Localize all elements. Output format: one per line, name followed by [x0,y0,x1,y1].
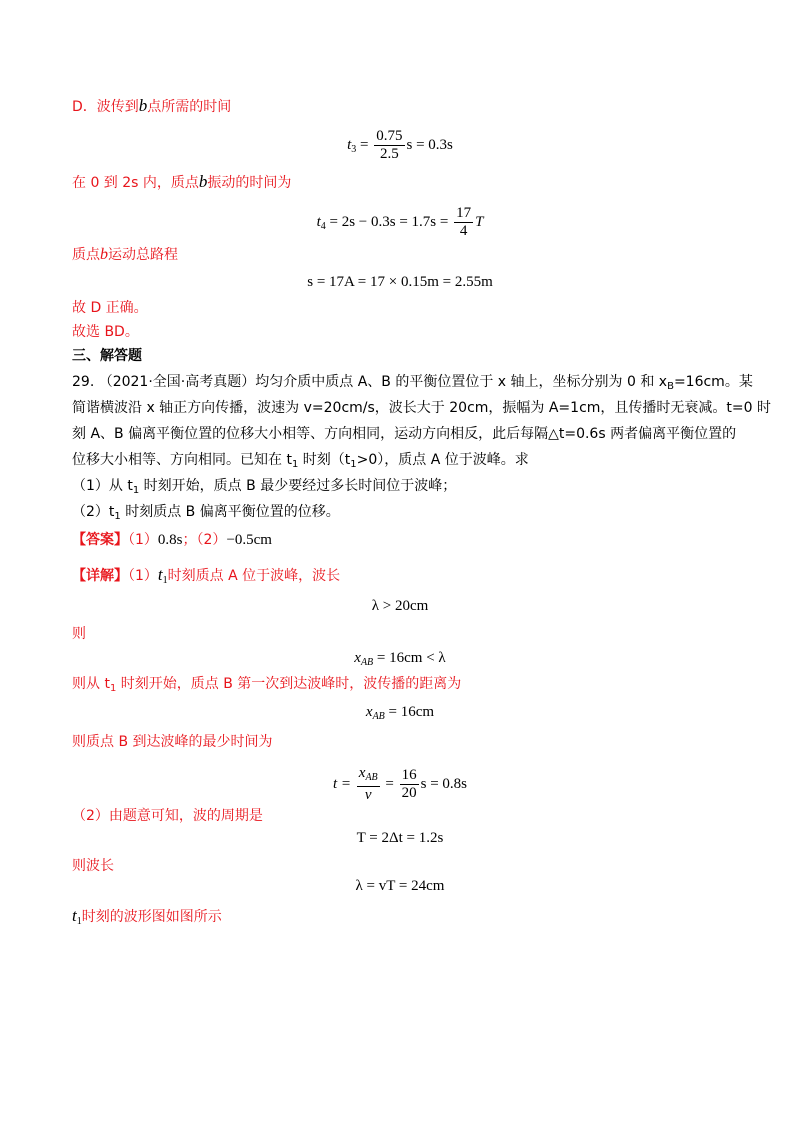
question-line-2: 简谐横波沿 x 轴正方向传播，波速为 v=20cm/s，波长大于 20cm，振幅为 A=1cm，且传播时无衰减。t=0 时 [72,400,771,416]
equation-xab-lt: $x_{AB} = 16cm < \lambda$ [354,650,446,668]
detail-line: 【详解】$(1)t_1$时刻质点 A 位于波峰，波长 [72,565,341,586]
answer-value-2: −0.5cm [226,532,272,548]
section-heading: 三、解答题 [72,348,142,364]
detail-tag: 【详解】 [72,568,128,584]
question-part-2: $(2)t_1$ 时刻质点 B 偏离平衡位置的位移。 [72,504,340,522]
var-b: b [198,172,208,191]
equation-xab: $x_{AB} = 16cm$ [365,704,435,722]
path-line: 质点b运动总路程 [72,246,178,263]
from-t1-line: 则从 $t_1$ 时刻开始，质点 B 第一次到达波峰时，波传播的距离为 [72,676,462,694]
section-d-line [72,96,231,117]
answer-value-1: 0.8s [157,532,183,548]
equation-t: t = $\frac{x_{AB}}{v}$ = $\frac{16}{20}$ s = 0.8s [332,765,468,803]
min-time-line: 则质点 B 到达波峰的最少时间为 [72,734,273,750]
question-line-3: 刻 A、B 偏离平衡位置的位移大小相等、方向相同，运动方向相反，此后每隔△t=0.6s 两者偏离平衡位置的 [72,426,737,442]
select-line: 故选 BD。 [72,324,139,340]
waveform-line: $t_1$时刻的波形图如图所示 [72,906,222,927]
equation-lambda-gt: λ > 20cm [371,598,429,614]
answer-line: 【答案】（1）0.8s；（2）−0.5cm [72,532,272,548]
d-correct-line: 故 D 正确。 [72,300,148,316]
var-b: b [138,96,148,115]
equation-t4: $t_4 = 2s - 0.3s = 1.7s$ = $\frac{17}{4}$ T [316,205,484,239]
question-part-1: （1）从 $t_1$ 时刻开始，质点 B 最少要经过多长时间位于波峰； [72,478,457,496]
section-d-rest: 点所需的时间 [147,99,232,115]
fraction-xab-v: $\frac{x_{AB}}{v}$ [358,765,378,803]
equation-lambda: λ = vT = 24cm [355,878,445,894]
equation-T: T = 2Δt = 1.2s [356,830,444,846]
equation-s: s = 17A = 17 × 0.15m = 2.55m [307,274,493,290]
then-line-1: 则 [72,626,86,642]
fraction-t4: $\frac{17}{4}$ [456,205,472,239]
question-line-1: 29. （2021·全国·高考真题）均匀介质中质点 A、B 的平衡位置位于 x 轴上，坐标分别为 0 和 $x_B=16cm$。某 [72,374,753,392]
interval-line: 在 0 到 2s 内，质点b振动的时间为 [72,172,292,191]
fraction-16-20: $\frac{16}{20}$ [401,767,417,801]
answer-tag: 【答案】 [72,532,128,548]
section-d-label: D．波传到 [72,99,139,115]
equation-t3: $t_3$ = $\frac{0.75}{2.5}$ s = 0.3s [347,128,453,162]
period-line: （2）由题意可知，波的周期是 [72,808,263,824]
then-line-2: 则波长 [72,858,114,874]
fraction-t3: $\frac{0.75}{2.5}$ [376,128,403,162]
question-line-4: 位移大小相等、方向相同。已知在 $t_1$ 时刻$(t_1>0)$，质点 A 位于波峰。求 [72,452,529,470]
